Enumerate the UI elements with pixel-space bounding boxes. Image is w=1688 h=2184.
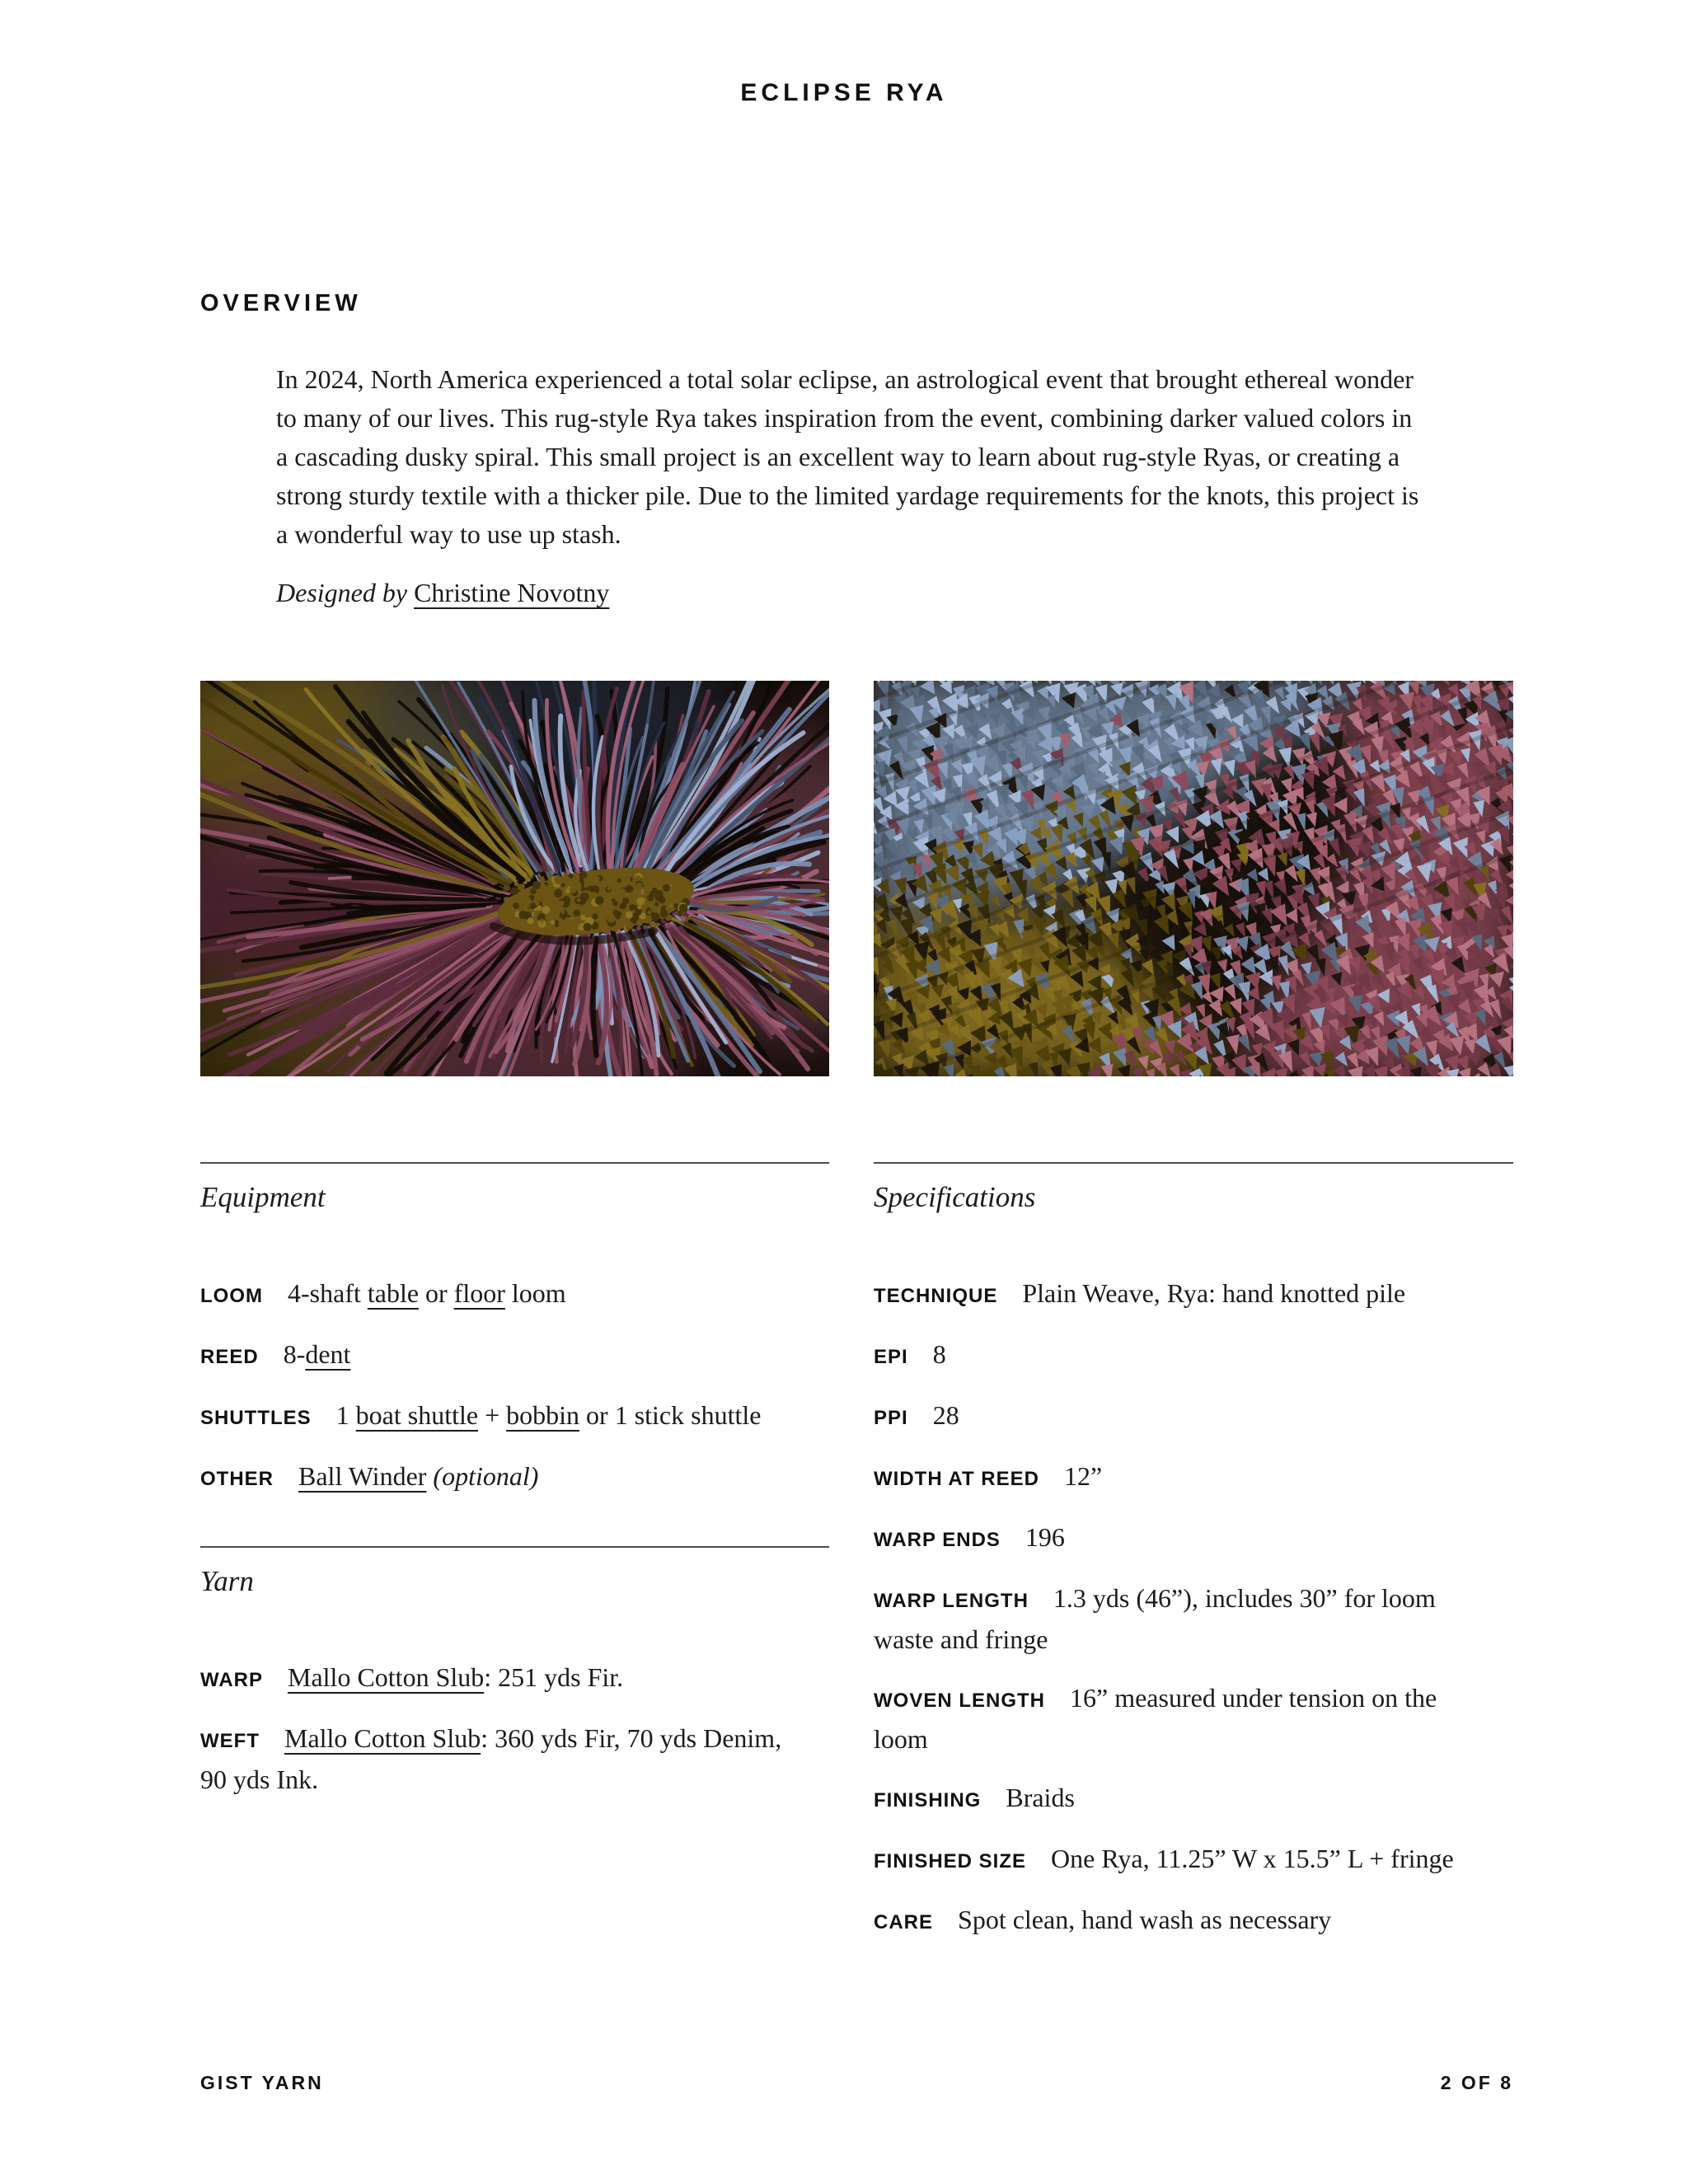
finished-size-value: One Rya, 11.25” W x 15.5” L + fringe — [1051, 1844, 1454, 1873]
row-warp — [200, 1658, 876, 1699]
bobbin-link[interactable]: bobbin — [506, 1400, 580, 1430]
row-woven-length — [874, 1679, 1517, 1759]
specifications-heading: Specifications — [874, 1181, 1036, 1213]
technique-label: TECHNIQUE — [874, 1285, 998, 1307]
shuttles-value-mid: + — [478, 1400, 507, 1430]
warp-length-label: WARP LENGTH — [874, 1590, 1029, 1612]
equipment-divider — [200, 1162, 829, 1164]
row-warp-ends — [874, 1518, 1517, 1559]
yarn-section — [200, 1546, 876, 1799]
row-ppi — [874, 1396, 1517, 1437]
row-shuttles — [200, 1396, 876, 1437]
finishing-label: FINISHING — [874, 1789, 982, 1811]
other-label: OTHER — [200, 1468, 274, 1490]
ppi-label: PPI — [874, 1407, 908, 1429]
row-other — [200, 1457, 876, 1498]
woven-length-value-line1: 16” measured under tension on the — [1070, 1683, 1437, 1713]
finished-size-label: FINISHED SIZE — [874, 1850, 1027, 1872]
yarn-heading: Yarn — [200, 1565, 254, 1597]
page-footer — [200, 2072, 1513, 2094]
footer-brand: GIST YARN — [200, 2072, 324, 2093]
photo-rya-pile-diagonal — [874, 681, 1513, 1076]
designed-by-prefix: Designed by — [276, 578, 415, 607]
rya-pile-illustration — [874, 681, 1513, 1076]
warp-label: WARP — [200, 1669, 263, 1691]
designer-link[interactable]: Christine Novotny — [414, 578, 610, 607]
warp-length-value-line2: waste and fringe — [874, 1624, 1048, 1654]
warp-length-value-line1: 1.3 yds (46”), includes 30” for loom — [1053, 1583, 1436, 1613]
loom-value-post: loom — [504, 1278, 566, 1308]
equipment-section — [200, 1162, 876, 1498]
weft-label: WEFT — [200, 1730, 260, 1752]
specifications-divider — [874, 1162, 1513, 1164]
other-value-note: (optional) — [426, 1461, 539, 1491]
shuttles-value-post: or 1 stick shuttle — [579, 1400, 762, 1430]
weft-value-line2: 90 yds Ink. — [200, 1765, 319, 1794]
overview-section — [276, 360, 1422, 612]
warp-yarn-link[interactable]: Mallo Cotton Slub — [288, 1662, 485, 1692]
designed-by-line — [276, 574, 1422, 612]
shuttles-label: SHUTTLES — [200, 1407, 312, 1429]
row-care — [874, 1900, 1517, 1942]
ball-winder-link[interactable]: Ball Winder — [298, 1461, 427, 1491]
footer-page-number: 2 OF 8 — [1440, 2072, 1513, 2093]
photo-rya-fringe-closeup — [200, 681, 829, 1076]
care-label: CARE — [874, 1911, 934, 1933]
row-reed — [200, 1335, 876, 1376]
finishing-value: Braids — [1006, 1783, 1075, 1812]
shuttles-value-pre: 1 — [335, 1400, 356, 1430]
width-at-reed-value: 12” — [1063, 1461, 1103, 1491]
loom-label: LOOM — [200, 1285, 263, 1307]
yarn-divider — [200, 1546, 829, 1548]
technique-value: Plain Weave, Rya: hand knotted pile — [1022, 1278, 1406, 1308]
loom-value-pre: 4-shaft — [288, 1278, 368, 1308]
loom-value-mid: or — [419, 1278, 454, 1308]
row-finishing — [874, 1779, 1517, 1820]
row-loom — [200, 1274, 876, 1315]
epi-label: EPI — [874, 1346, 908, 1368]
row-finished-size — [874, 1840, 1517, 1881]
rya-fringe-illustration — [200, 681, 829, 1076]
warp-ends-label: WARP ENDS — [874, 1529, 1001, 1551]
boat-shuttle-link[interactable]: boat shuttle — [355, 1400, 479, 1430]
row-weft — [200, 1719, 876, 1799]
weft-yarn-link[interactable]: Mallo Cotton Slub — [284, 1723, 481, 1753]
width-at-reed-label: WIDTH AT REED — [874, 1468, 1039, 1490]
specifications-section — [874, 1162, 1517, 1942]
warp-ends-value: 196 — [1025, 1522, 1065, 1552]
overview-heading: OVERVIEW — [200, 290, 362, 316]
ppi-value: 28 — [932, 1400, 959, 1430]
epi-value: 8 — [932, 1339, 946, 1369]
row-warp-length — [874, 1579, 1517, 1659]
reed-label: REED — [200, 1346, 259, 1368]
overview-paragraph: In 2024, North America experienced a total solar eclipse, an astrological event that brought ethereal wonder to many of our lives. This rug-style Rya takes inspiration from the event, combining darker valued colors in a cascading dusky spiral. This small project is an excellent way to learn about rug-style Ryas, or creating a strong sturdy textile with a thicker pile. Due to the limited yardage requirements for the knots, this project is a wonderful way to use up stash. — [276, 364, 1419, 549]
row-technique — [874, 1274, 1517, 1315]
warp-value: : 251 yds Fir. — [484, 1662, 624, 1692]
woven-length-label: WOVEN LENGTH — [874, 1690, 1045, 1712]
woven-length-value-line2: loom — [874, 1724, 928, 1754]
row-epi — [874, 1335, 1517, 1376]
weft-value-line1: : 360 yds Fir, 70 yds Denim, — [481, 1723, 782, 1753]
row-width-at-reed — [874, 1457, 1517, 1498]
care-value: Spot clean, hand wash as necessary — [958, 1905, 1332, 1934]
equipment-heading: Equipment — [200, 1181, 326, 1213]
table-loom-link[interactable]: table — [367, 1278, 420, 1308]
reed-value-pre: 8- — [283, 1339, 306, 1369]
floor-loom-link[interactable]: floor — [453, 1278, 505, 1308]
dent-reed-link[interactable]: dent — [305, 1339, 351, 1369]
page-title: ECLIPSE RYA — [740, 79, 948, 106]
